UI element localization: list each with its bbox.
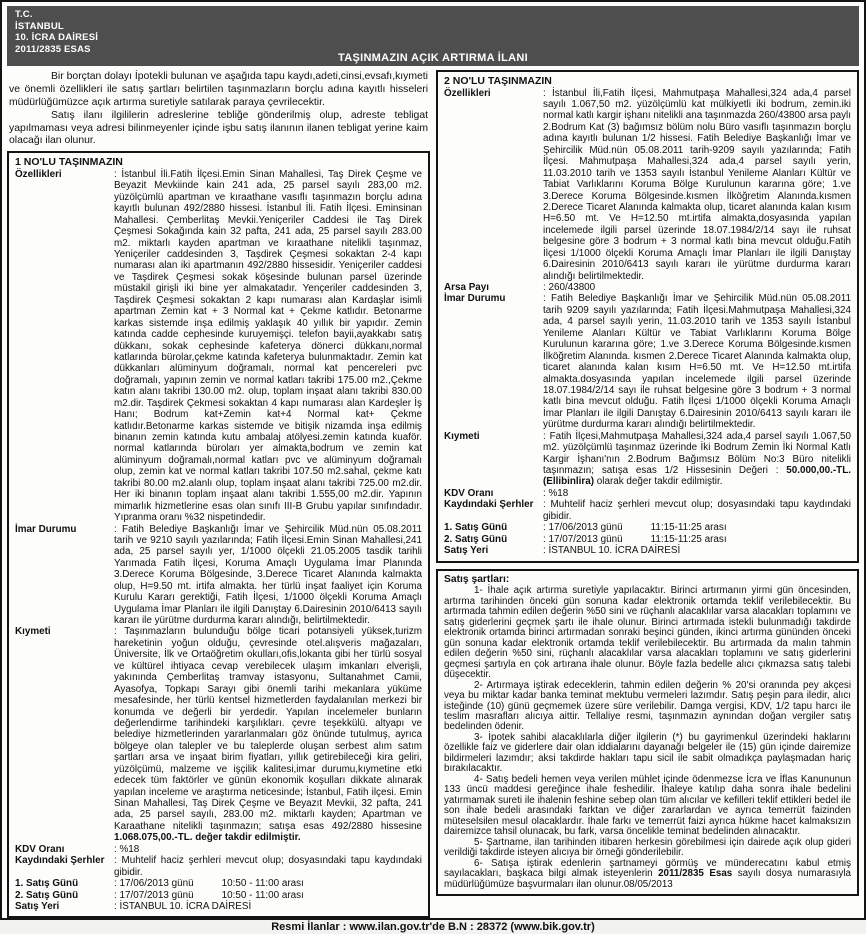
property-2-title: 2 NO'LU TAŞINMAZIN <box>444 75 552 87</box>
sale-term-5: 5- Şartname, ilan tarihinden itibaren herkesin görebilmesi için dairede açık olup gideri verildiği takdirde isteyen alıcıya bir örneği gönderilebilir. <box>444 836 851 859</box>
field-label: 1. Satış Günü <box>15 878 79 890</box>
field-label: KDV Oranı <box>15 843 65 855</box>
office-line-department: 10. İCRA DAİRESİ <box>15 32 99 44</box>
sale-time: 10:50 - 11:00 arası <box>221 889 304 901</box>
masthead <box>7 6 859 66</box>
sale-term-3: 3- İpotek sahibi alacaklılarla diğer ilgilerin (*) bu gayrimenkul üzerindeki haklarını özellikle faiz ve giderlere dair olan iddialarını dayanağı belgeler ile (15) gün içinde dairemize bildirmeleri lazımdır; aksi takdirde hakları tapu sicil ile sabit olmadıkça paylaşmadan hariç bırakılacaktır. <box>444 731 851 775</box>
left-column <box>7 70 430 918</box>
field-value: : Muhtelif haciz şerhleri mevcut olup; dosyasındaki tapu kaydındaki gibidir. <box>114 855 422 878</box>
field-value: : 17/06/2013 günü 10:50 - 11:00 arası <box>114 878 304 890</box>
field-value: : Muhtelif haciz şerhleri mevcut olup; dosyasındaki tapu kaydındaki gibidir. <box>543 499 851 522</box>
appraised-value: 50.000,00.-TL.(Ellibinlira) <box>543 465 851 488</box>
field-label: 2. Satış Günü <box>15 889 79 901</box>
intro-paragraph-2: Satış ilanı ilgililerin adreslerine tebliğe gönderilmiş olup, adreste tebligat yapılmaması veya adresi bilinmeyenler içinde işbu satış ilanının ilanen tebligat yerine kaim olacağı ilan olunur. <box>9 109 428 147</box>
field-value: : İstanbul İli.Fatih İlçesi.Emin Sinan Mahallesi, Taş Direk Çeşme ve Beyazit Mevkiinde kain 241 ada, 25 parsel sayılı 283,00 m2. yüzölçümlü apartman ve kıraathane vasıflı taşınmazın borçlu adına kayıtlı bulunan 492/2880 hissesi. İstanbul İli. Fatih İlçesi. Eminsinan Mahallesi. Çemberlitaş Mevkii.Yeniçeriler Caddesi ile Taş Direk Çeşmesi Sokağında kain 32 pafta, 241 ada, 25 parsel sayılı 283.00 m2. miktarlı kayden apartman ve kıraathane nitelikli taşınmaz, Yeniçeriler caddesinden 3, Taşdirek Çeşmesi sokaktan 2-4 kapı numarası alan iki apartmanın 492/2880 hissesidir. Yeniçeriler caddesi ve Taşdirek Çeşmesi sokak köşesinde bulunan parsel üzerinde müstakil girişli iki bine yer almakatadır. Yençeriler caddesinden 3, Taşdirek Çeşmesi sokaktan 2 kapı numarası alan Kardaşlar isimli apartman Zemin kat + 3 Normal kat + Çekme katlıdır. Betonarme karkas sistemde inşa edilmiş yaklaşık 40 yıllık bir yapıdır. Zemin katında cadde cephesinde kuruyemişçi. telefon bayii,ayakkabı satış dükkanı, sokak cephesinde kafeterya dönerci dükkanı,normal katlarında bürolar,çekme katında kafeterya bulunmaktadır. Zemin kat dükkanları alüminyum doğramalı, normal kat pencereleri pvc doğramalı, yapının zemin ve normal katları takribi 175.00 m2.,Çekme katın alanı takribi 130.00 m2. olup, toplam inşaat alanı takribi 830.00 m2.dir. Taşdirek Çekmesi sokaktan 4 kapı numarası alan Kardeşler İş Hanı; Bodrum kat+Zemin kat+4 Normal kat+ Çekme katlıdır.Betonarme karkas sistemde ve bitişik nizamda inşa edilmiş binanın zemin katında kutu ambalaj atölyesi.zemin katında kuaför. normal katlarında büroları yer almakta,bodrum ve zemin kat alüminyum doğramalı,normal katları pvc ve alüminyum doğramalı olup, zemin kat ve normal katları takribi 107.50 m2.sahal, çekme katı takribi 80.00 m2.alanlı olup, toplam inşaat alanı takribi 725.00 m2.dir. Her iki binanın toplam inşaat alanı takribi 1.555,00 m2.dir. Yapının mimarlık hizmetlerine esas olan sınıfı III-B Grubu yapılar sınıfındadır. Yıpranma oranı %32 nispetindedir. <box>114 168 422 524</box>
appraised-value: 1.068.075,00.-TL. değer takdir edilmiştir. <box>114 832 301 844</box>
sale-terms-heading: Satış şartları: <box>444 573 510 585</box>
field-label: Kaydındaki Şerhler <box>444 499 534 511</box>
sale-term-4: 4- Satış bedeli hemen veya verilen mühlet içinde ödenmezse İcra ve İflas Kanununun 133 üncü maddesi gereğince ihale feshedilir. İhaleye katılıp daha sonra ihale bedelini yatırmamak sureti ile ihalenin feshine sebep olan tüm alıcılar ve kefilleri teklif ettikleri bedel ile son ihale bedeli arasındaki farktan ve diğer zararlardan ve ayrıca temerrüt faizinden müteselsilen mesul olacaklardır. İhale farkı ve temerrüt faizi ayrıca hükme hacet kalmaksızın dairemizce tahsil olunacak, bu fark, varsa öncelikle teminat bedelinden alınacaktır. <box>444 773 851 838</box>
field-label: 2. Satış Günü <box>444 533 508 545</box>
office-line-city: İSTANBUL <box>15 20 64 32</box>
field-value: : 17/07/2013 günü 11:15-11:25 arası <box>543 533 727 545</box>
case-file-number: 2011/2835 Esas <box>658 868 733 880</box>
sale-term-6: 6- Satışa iştirak edenlerin şartnameyi görmüş ve münderecatını kabul etmiş sayılacakları, başkaca bilgi almak isteyenlerin 2011/2835 Esas sayılı dosya numarasıyla müdürlüğümüze başvurmaları ilan olunur.08/05/2013 <box>444 857 851 890</box>
field-value: : Fatih Belediye Başkanlığı İmar ve Şehircilik Müd.nün 05.08.2011 tarih 9209 sayılı yazılarında; Fatih İlçesi.Mahmutpaşa Mahallesi,324 ada, 4 parsel sayılı yerin, 11.03.2010 tarih ve 1353 sayılı İstanbul Yenileme Alanları Kültür ve Tabiat Varlıklarını Koruma Bölge Kurulunun kararına göre; 1.ve 3.Derece Koruma Bölgesinde.kısmen İlköğretim Alanında. kısmen 2.Derece Ticaret Alanında kalmakta olup, ticaret alanında kalan kısım H=6.50 mt. Ve H=12.50 mt.irtifa almakta.dosyasında yapılan incelemede ilgili parsel üzerinde 18.07.1984/2/14 sayı ile ruhsat belgesine göre 3 bodrum + 3 normal katlı bina mevcut olduğu. Fatih İlçesi 1/1000 ölçekli Koruma Amaçlı İmar Planları ile ilgili Danıştay 6.Dairesinin 2010/6413 sayılı kararı ile yürütme durdurma kararı alındığı belirtilmektedir. <box>543 293 851 431</box>
field-value: : 17/06/2013 günü 11:15-11:25 arası <box>543 522 727 534</box>
field-row <box>444 431 851 488</box>
intro-paragraph-1: Bir borçtan dolayı İpotekli bulunan ve aşağıda tapu kaydı,adeti,cinsi,evsafı,kıymeti ve önemli özellikleri ile satış şartları belirtilen taşınmazların borçlu adına kayıtlı hisseleri müdürlüğümüzce açık artırma suretiyle satılarak paraya çevrilecektir. <box>9 71 428 108</box>
field-row <box>444 545 851 556</box>
field-label: 1. Satış Günü <box>444 522 508 534</box>
field-value: : %18 <box>543 487 569 499</box>
office-line-tc: T.C. <box>15 9 33 20</box>
property-1-box <box>7 151 430 918</box>
content-columns <box>7 70 859 918</box>
field-value: : İSTANBUL 10. İCRA DAİRESİ <box>114 900 252 912</box>
field-label: Özellikleri <box>15 168 62 180</box>
page-title: TAŞINMAZIN AÇIK ARTIRMA İLANI <box>338 52 528 64</box>
field-value: : %18 <box>114 843 140 855</box>
field-value: : Fatih Belediye Başkanlığı İmar ve Şehircilik Müd.nün 05.08.2011 tarih ve 9210 sayılı yazılarında; Fatih İlçesi.Emin Sinan Mahallesi,241 ada, 25 parsel sayılı yer, 1/1000 ölçekli 21.05.2005 tasdik tarihli Yarımada Fatih İlçesi, Koruma Amaçlı Uygulama İmar Planında 3.Derece Koruma Bölgesinde, 3.Derece Ticaret Alanında kalmakta olup, H=9.50 mt. irtifa almakta. her türlü inşat faaliyet için Koruma Kurulu Kararı gerektiği, Fatih İlçesi, 1/1000 ölçekli Koruma Amaçlı Uygulama İmar Planları ile ilgili Danıştay 6.Dairesinin 2010/6413 sayılı kararı ile yürütme durdurma kararı alındığı, belirtilmektedir. <box>114 523 422 626</box>
intro-text <box>7 70 430 151</box>
field-label: İmar Durumu <box>444 293 506 305</box>
field-row <box>15 626 422 843</box>
field-row <box>444 282 851 293</box>
property-2-box <box>436 70 859 563</box>
field-row <box>15 855 422 878</box>
field-value: : 17/07/2013 günü 10:50 - 11:00 arası <box>114 889 304 901</box>
sale-term-1: 1- İhale açık artırma suretiyle yapılacaktır. Birinci artırmanın yirmi gün öncesinden, artırma tarihinden önceki gün sonuna kadar elektronik ortamda teklif verilebilecektir. Bu artırmada tahmin edilen değerin %50 sini ve rüçhanlı alacaklılar varsa alacakları toplamını ve satış giderlerini geçmek şartı ile ihale olunur. Birinci artırmada istekli bulunmadığı takdirde elektronik ortamda birinci artırmadan sonraki beşinci günden, ikinci artırma gününden önceki gün sonuna kadar elektronik ortamda teklif verilebilecektir. Bu artırmada da malın tahmin edilen değerin %50 sini, rüçhanlı alacaklılar varsa alacakları toplamını ve satış giderlerini geçmesi şartıyla en çok artırana ihale olunur. Böyle fazla bedelle alıcı çıkmazsa satış talebi düşecektir. <box>444 585 851 681</box>
sale-time: 10:50 - 11:00 arası <box>221 878 304 890</box>
field-label: İmar Durumu <box>15 523 77 535</box>
field-row <box>15 878 422 889</box>
field-row <box>15 901 422 912</box>
field-label: KDV Oranı <box>444 487 494 499</box>
right-column <box>436 70 859 918</box>
issuing-office-block <box>15 9 851 55</box>
field-label: Özellikleri <box>444 87 491 99</box>
field-row <box>444 293 851 430</box>
field-label: Kıymeti <box>444 430 480 442</box>
field-row <box>15 524 422 627</box>
field-row <box>444 522 851 533</box>
field-value: : İstanbul İli,Fatih İlçesi, Mahmutpaşa Mahallesi,324 ada,4 parsel sayılı 1.067,50 m2. yüzölçümlü kat mülkiyetli iki bodrum, zemin.iki normal katlı kargir işhanı nitelikli ana taşınmazda 260/43800 arsa paylı 2.Bodrum Kat (3) bağımsız bölüm nolu Büro vasıflı taşınmazın borçlu adına kayıtlı bulunan 1/2 hissesi. Fatih Belediye Başkanlığı İmar ve Şehircilik Müd.nün 05.08.2011 tarih-9209 sayılı yazılarında; Fatih İlçesi. Mahmutpaşa Mahallesi,324 ada,4 parsel sayılı yerin, 11.03.2010 tarih ve 1353 sayılı İstanbul Yenileme Alanları Kültür ve Tabiat Varlıklarını Koruma Bölge Kurulunun kararına göre; 1.ve 3.Derece Koruma Bölgesinde.kısmen İlköğretim Alanında.kısmen 2.Derece Ticaret Alanında kalmakta olup, ticaret alanında kalan kısım H=6.50 mt. Ve H=12.50 mt.irtifa almakta,dosyasında yapılan incelemede ilgili parsel üzerinde 18.07.1984/2/14 sayı ile ruhsat belgesine göre 3 bodrum + 3 normal katlı bina mevcut olduğu.Fatih İlçesi 1/1000 ölçekli Koruma Amaçlı İmar Planları ile ilgili Danıştay 6.Dairesinin 2010/6413 sayılı kararı ile yürütme durdurma kararı alındığı belirtilmektedir. <box>543 87 851 282</box>
official-announcements-footer: Resmi İlanlar : www.ilan.gov.tr'de B.N : 28372 (www.bik.gov.tr) <box>271 921 595 934</box>
field-row <box>444 488 851 499</box>
field-row <box>444 534 851 545</box>
sale-time: 11:15-11:25 arası <box>650 533 727 545</box>
field-row <box>444 499 851 522</box>
field-value: : Fatih İlçesi,Mahmutpaşa Mahallesi,324 ada,4 parsel sayılı 1.067,50 m2. yüzölçümlü taşınmaz üzerinde İki Bodrum Zemin İki Normal Katlı Kargir İşhanı'nın 2.Bodrum Bağımsız Bölüm No:3 Büro nitelikli taşınmazın; satışa esas 1/2 Hissesinin Değeri : 50.000,00.-TL.(Ellibinlira) olarak değer takdir edilmiştir. <box>543 430 851 488</box>
field-label: Satış Yeri <box>15 900 60 912</box>
field-label: Kaydındaki Şerhler <box>15 855 105 867</box>
field-row <box>444 88 851 282</box>
field-label: Kıymeti <box>15 626 51 638</box>
sale-term-2: 2- Artırmaya iştirak edeceklerin, tahmin edilen değerin % 20'si oranında pey akçesi veya bu miktar kadar banka teminat mektubu vermeleri lazımdır. Satış peşin para iledir, alıcı isteğinde (10) günü geçmemek üzere süre verilebilir. Damga vergisi, KDV, 1/2 tapu harcı ile teslim masrafları alıcıya aittir. Tellaliye resmi, taşınmazın aynından doğan vergiler satış bedelinden ödenir. <box>444 679 851 733</box>
field-value: : İSTANBUL 10. İCRA DAİRESİ <box>543 545 681 557</box>
field-row <box>15 169 422 524</box>
field-row <box>15 890 422 901</box>
field-row <box>15 844 422 855</box>
property-1-title: 1 NO'LU TAŞINMAZIN <box>15 156 123 169</box>
sale-terms-box <box>436 569 859 896</box>
field-value: : Taşınmazların bulunduğu bölge ticari potansiyeli yüksek,turizm hareketinin yoğun olduğu, çevresinde otel.alışveris mağazaları, Üniversite, İlk ve Ortaöğretim okulları,ofis,lokanta gibi her türlü sosyal ve kültürel ihtiyaca cevap verebilecek ulaşım imkanları elverişli, yakınında Çemberlitaş tramvay istasyonu, Sultanahmet Camii, Ayasofya, Topkapı Sarayı gibi önemli tarihi mekanlara yüküme mesafesinde, her türlü kentsel hizmetlerden faydalanılan merkezi bir konumda ve değerli bir yerdedir. Yapılan incelemeler bunların değerlendirme tarihindeki karşılıkları. çevre teşekkülü. altyapı ve belediye hizmetlerinden yararlanmaları göz önünde tutulmuş, ayrıca bölgeye olan talepler ve bu taleplerde oluşan serbest alım satım şartları arsa ve inşaat birim fiyatları, yıllık getirebileceği kira geliri, yüzölçümü, malzeme ve işçilik kalitesi,imar durumu,kıymetine etki edecek tüm faktörler ve günün ekonomik koşulları dikkate alınarak yapılan inceleme ve araştırma neticesinde; İstanbul, Fatih ilçesi. Emin Sinan Mahallesi, Taş Direk Çeşme ve Beyazıt Mevkii, 32 pafta, 241 ada, 25 parsel sayılı, 283.00 m2. miktarlı kayden; Apartman ve Karaathane nitelikli taşınmazın; satışa esas 492/2880 hissesine 1.068.075,00.-TL. değer takdir edilmiştir. <box>114 626 422 844</box>
sale-time: 11:15-11:25 arası <box>650 522 727 534</box>
field-label: Arsa Payı <box>444 282 490 294</box>
field-value: : 260/43800 <box>543 282 596 294</box>
office-line-case-number: 2011/2835 ESAS <box>15 43 91 55</box>
field-label: Satış Yeri <box>444 545 489 557</box>
